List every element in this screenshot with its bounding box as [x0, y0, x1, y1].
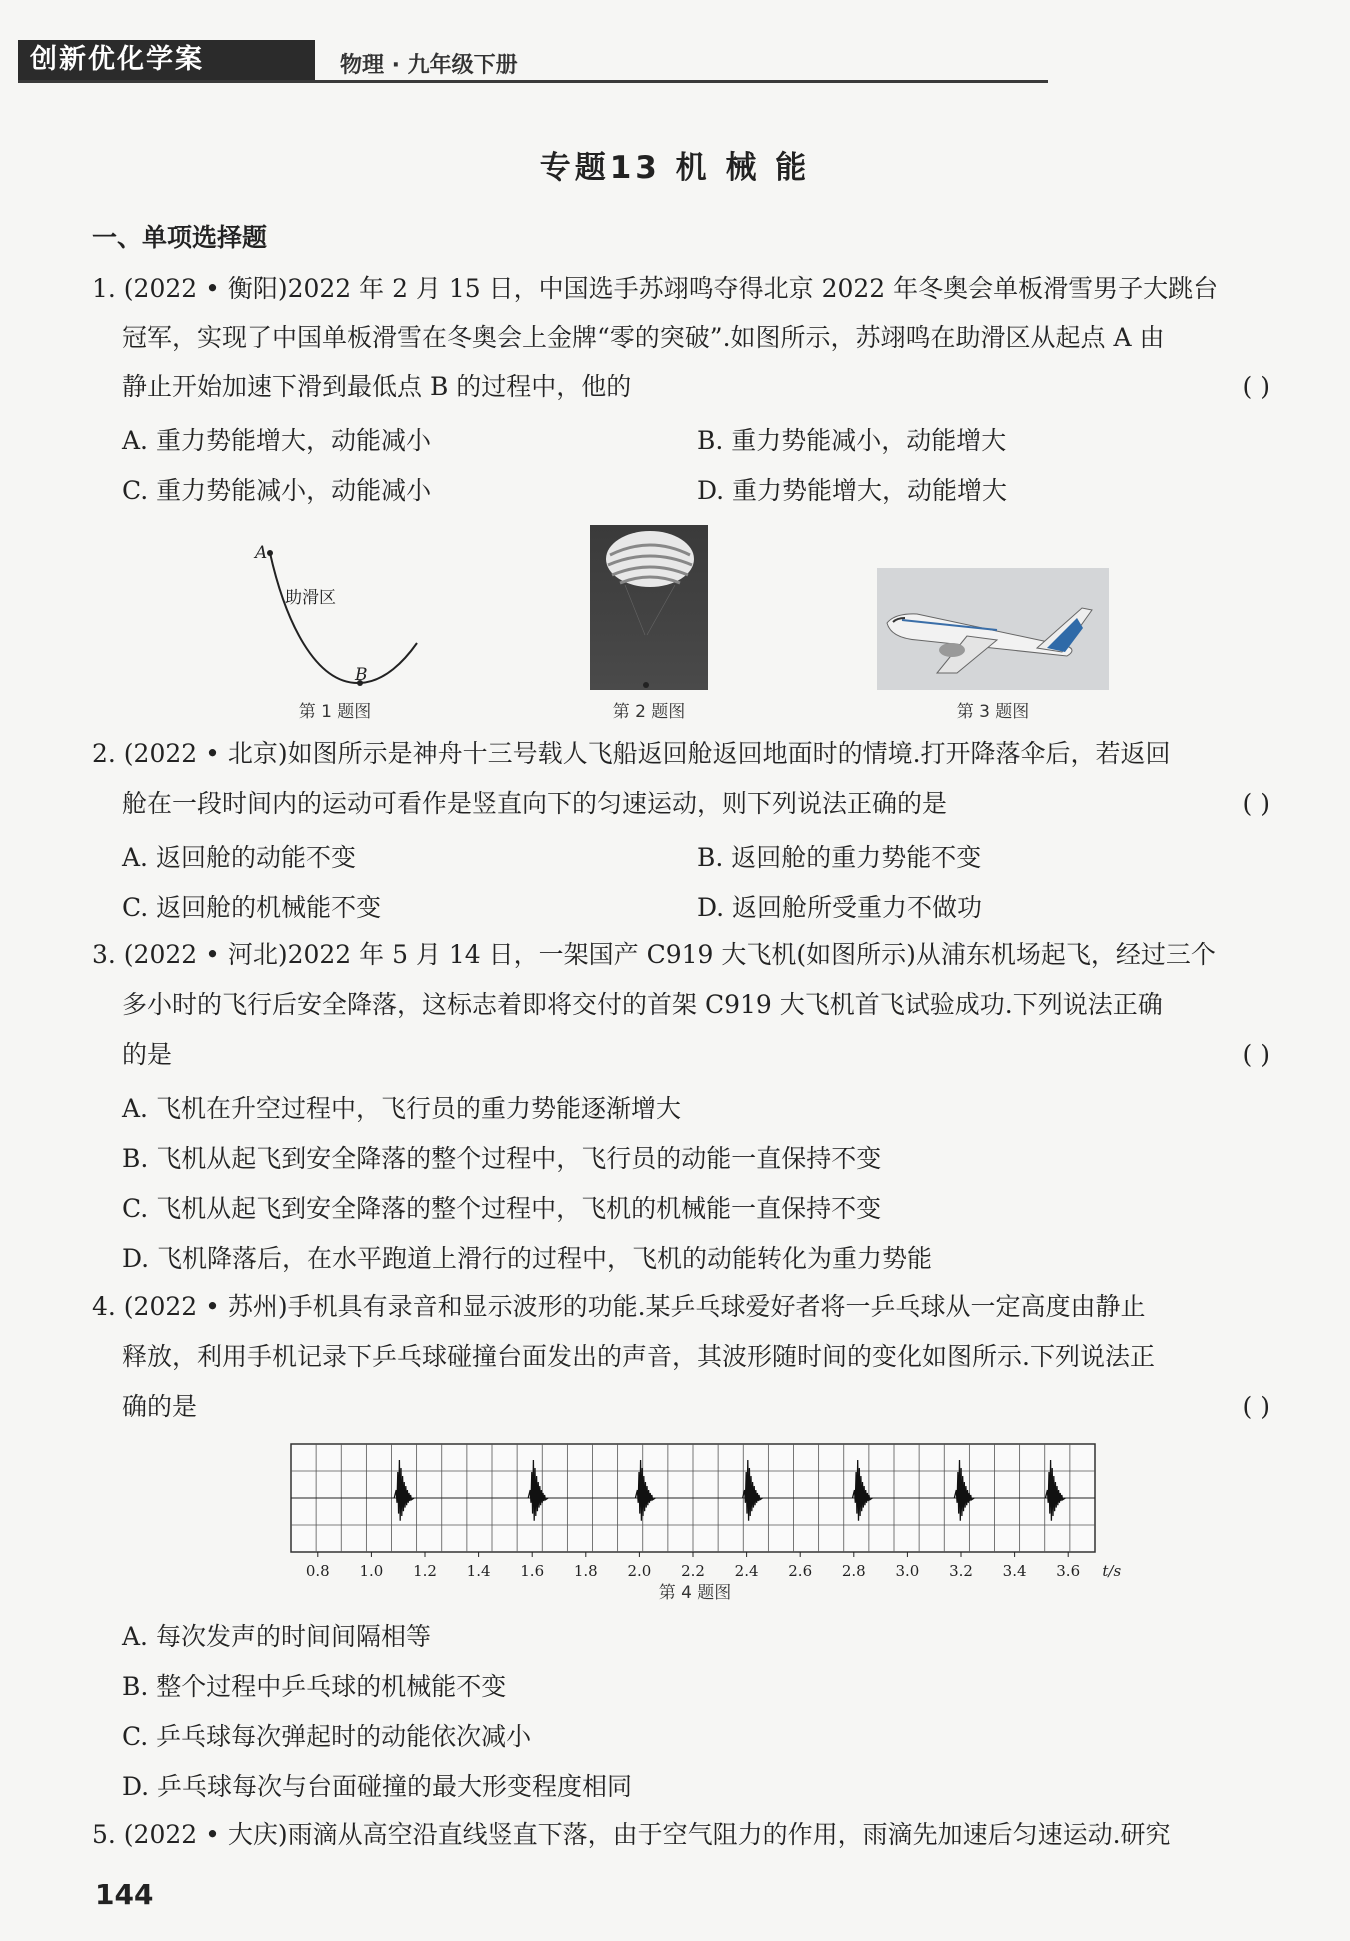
fig2-caption: 第 2 题图: [612, 702, 686, 722]
q2-line-1: 2. (2022 • 北京)如图所示是神舟十三号载人飞船返回舱返回地面时的情境.打开降落伞后，若返回: [92, 739, 1171, 768]
q4-option-c: C. 乒乓球每次弹起时的动能依次减小: [122, 1722, 532, 1751]
q3-line-2: 多小时的飞行后安全降落，这标志着即将交付的首架 C919 大飞机首飞试验成功.下列说法正确: [122, 990, 1163, 1019]
q4-answer-paren: ( ): [1242, 1392, 1270, 1421]
wave-tick-label: 3.6: [1056, 1562, 1081, 1580]
fig3-caption: 第 3 题图: [956, 702, 1030, 722]
q5-line-1: 5. (2022 • 大庆)雨滴从高空沿直线竖直下落，由于空气阻力的作用，雨滴先加速后匀速运动.研究: [92, 1820, 1171, 1849]
q2-line-2: 舱在一段时间内的运动可看作是竖直向下的匀速运动，则下列说法正确的是: [122, 789, 948, 818]
wave-tick-label: 1.2: [413, 1562, 437, 1580]
q1-line-1: 1. (2022 • 衡阳)2022 年 2 月 15 日，中国选手苏翊鸣夺得北京 2022 年冬奥会单板滑雪男子大跳台: [92, 274, 1219, 303]
fig4-waveform-chart: [285, 1440, 1122, 1590]
q4-line-1: 4. (2022 • 苏州)手机具有录音和显示波形的功能.某乒乓球爱好者将一乒乓球从一定高度由静止: [92, 1292, 1146, 1321]
q4-option-d: D. 乒乓球每次与台面碰撞的最大形变程度相同: [122, 1772, 633, 1801]
q2-option-b: B. 返回舱的重力势能不变: [697, 843, 982, 872]
q3-option-b: B. 飞机从起飞到安全降落的整个过程中，飞行员的动能一直保持不变: [122, 1144, 882, 1173]
wave-tick-label: 1.0: [359, 1562, 384, 1580]
wave-tick-label: 0.8: [305, 1562, 330, 1580]
q2-option-c: C. 返回舱的机械能不变: [122, 893, 382, 922]
q2-option-a: A. 返回舱的动能不变: [122, 843, 356, 872]
q4-line-2: 释放，利用手机记录下乒乓球碰撞台面发出的声音，其波形随时间的变化如图所示.下列说法正: [122, 1342, 1155, 1371]
q1-option-c: C. 重力势能减小，动能减小: [122, 476, 432, 505]
wave-tick-label: 1.6: [520, 1562, 545, 1580]
q2-answer-paren: ( ): [1242, 789, 1270, 818]
q4-line-3: 确的是: [122, 1392, 198, 1421]
fig1-caption: 第 1 题图: [298, 702, 372, 722]
wave-tick-label: 3.4: [1002, 1562, 1027, 1580]
wave-tick-label: 2.6: [788, 1562, 813, 1580]
fig1-region-label: 助滑区: [285, 588, 336, 608]
fig1-point-a: A: [255, 543, 268, 563]
fig3-airplane-photo: [877, 568, 1109, 690]
q3-line-3: 的是: [122, 1040, 173, 1069]
wave-tick-label: 3.2: [949, 1562, 973, 1580]
wave-tick-label: 3.0: [895, 1562, 920, 1580]
page-title: 专题13 机 械 能: [539, 150, 811, 186]
section-heading: 一、单项选择题: [92, 223, 268, 252]
fig1-point-b: B: [355, 665, 368, 685]
fig1-slope-diagram: [245, 540, 430, 695]
q3-option-a: A. 飞机在升空过程中，飞行员的重力势能逐渐增大: [122, 1094, 681, 1123]
q1-option-b: B. 重力势能减小，动能增大: [697, 426, 1007, 455]
wave-tick-label: 2.0: [627, 1562, 652, 1580]
wave-axis-unit: t/s: [1102, 1562, 1122, 1580]
wave-tick-label: 1.8: [573, 1562, 598, 1580]
q3-line-1: 3. (2022 • 河北)2022 年 5 月 14 日，一架国产 C919 大飞机(如图所示)从浦东机场起飞，经过三个: [92, 940, 1216, 969]
q4-option-a: A. 每次发声的时间间隔相等: [122, 1622, 431, 1651]
header-subject: 物理 · 九年级下册: [340, 53, 518, 78]
q3-option-d: D. 飞机降落后，在水平跑道上滑行的过程中，飞机的动能转化为重力势能: [122, 1244, 933, 1273]
q1-line-3: 静止开始加速下滑到最低点 B 的过程中，他的: [122, 372, 632, 401]
q1-line-2: 冠军，实现了中国单板滑雪在冬奥会上金牌“零的突破”.如图所示，苏翊鸣在助滑区从起点 A 由: [122, 323, 1165, 352]
wave-tick-label: 2.2: [681, 1562, 705, 1580]
wave-tick-label: 1.4: [466, 1562, 491, 1580]
q4-option-b: B. 整个过程中乒乓球的机械能不变: [122, 1672, 507, 1701]
q1-option-a: A. 重力势能增大，动能减小: [122, 426, 431, 455]
fig4-caption: 第 4 题图: [658, 1583, 732, 1603]
wave-tick-label: 2.4: [734, 1562, 759, 1580]
header-brand: 创新优化学案: [30, 44, 204, 75]
q1-option-d: D. 重力势能增大，动能增大: [697, 476, 1008, 505]
q2-option-d: D. 返回舱所受重力不做功: [697, 893, 983, 922]
q1-answer-paren: ( ): [1242, 372, 1270, 401]
fig2-parachute-photo: [590, 525, 708, 690]
page-number: 144: [95, 1878, 154, 1911]
q3-answer-paren: ( ): [1242, 1040, 1270, 1069]
q3-option-c: C. 飞机从起飞到安全降落的整个过程中，飞机的机械能一直保持不变: [122, 1194, 882, 1223]
header-rule: [18, 80, 1048, 83]
wave-tick-label: 2.8: [841, 1562, 866, 1580]
